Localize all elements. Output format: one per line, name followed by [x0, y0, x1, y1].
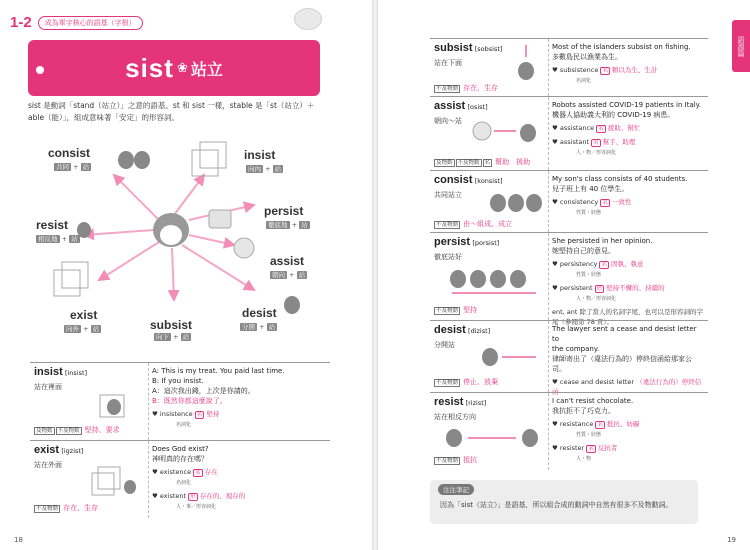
left-page	[0, 0, 372, 550]
diagram-word-assist: assist	[270, 254, 305, 268]
diagram-word-subsist: subsist	[150, 318, 193, 332]
entry-head: persist [porsist]	[434, 236, 500, 248]
entry-divider	[548, 233, 549, 320]
diagram-word-exist: exist	[70, 308, 98, 322]
entry-examples: The lawyer sent a cease and desist letter to the company. 律師寄出了（違法行為的）停終信函給那家公 司。 ♥ cease and desist letter （違法行為的）停終信函	[552, 324, 704, 397]
diagram-tag-consist: 共同 + 站	[56, 163, 90, 171]
entry-note: ♥ assistance 名 援助、幫忙	[552, 124, 641, 132]
diagram-word-desist: desist	[242, 306, 277, 320]
entry-examples: Most of the islanders subsist on fishing. 多數島民以漁業為生。 ♥ subsistence 名 賴以為生、生計 名詞化	[552, 42, 704, 86]
root-meaning: 站立	[190, 59, 223, 79]
entry-head: resist [rizist]	[434, 396, 487, 408]
entry-note: ♥ assistant 名 幫手、助理	[552, 138, 636, 146]
entry-note: ♥ insistence 名 堅持	[152, 410, 220, 418]
entry-head: assist [osist]	[434, 100, 488, 112]
entry-examples: Does God exist? 神明真的存在嗎？ ♥ existence 名 存在 名詞化 ♥ existent 形 存在的、現存的 人・事／形容詞化	[152, 444, 326, 512]
entry-note: ♥ existent 形 存在的、現存的	[152, 492, 246, 500]
resist-illustration	[440, 423, 544, 453]
assist-illustration	[470, 113, 544, 149]
page-number-right: 19	[727, 536, 736, 544]
mascot-dog-icon	[294, 8, 322, 30]
entry-note: ♥ consistency 名 一致性	[552, 198, 632, 206]
entry-gloss: 站在裡面	[34, 383, 62, 391]
entry-pos: 不及物動 存在、生存	[36, 504, 99, 512]
diagram-word-consist: consist	[48, 146, 91, 160]
section-title: 成為單字核心的語基（字根）	[38, 16, 143, 30]
entry-subsist	[430, 38, 708, 96]
entry-gloss: 站在外面	[34, 461, 62, 469]
entry-note: ♥ subsistence 名 賴以為生、生計	[552, 66, 658, 74]
intro-text: sist 是動詞「stand（站立）」之意的語基。st 和 sist 一樣，stable 是「st（站立）＋able（能）」，組成意味著「安定」的形容詞。	[28, 101, 315, 122]
entry-divider	[548, 321, 549, 392]
memo-box	[430, 480, 698, 524]
diagram-word-insist: insist	[244, 148, 276, 162]
side-tab: 語源篇	[732, 20, 750, 72]
entry-note: ♥ persistency 名 固執、執意	[552, 260, 644, 268]
entry-gloss: 分開站	[434, 341, 455, 349]
banner-dot-icon	[36, 66, 44, 74]
entry-divider	[548, 39, 549, 96]
entry-extra-note: ent, ant 除了當人的名詞字尾，也可以是形容詞的字尾（參閱第 78 頁）。	[552, 308, 704, 326]
entry-gloss: 站在下面	[434, 59, 462, 67]
diagram-tag-persist: 徹底地 + 站	[268, 221, 308, 229]
entry-gloss: 共同站立	[434, 191, 462, 199]
section-number: 1-2	[10, 14, 32, 31]
exist-illustration	[88, 465, 138, 499]
entry-note: ♥ resistance 名 抵抗、妨礙	[552, 420, 640, 428]
word-diagram	[14, 130, 354, 340]
entry-divider	[548, 171, 549, 232]
root-banner	[28, 40, 320, 96]
entry-desist	[430, 320, 708, 396]
entry-gloss: 徹底站好	[434, 253, 462, 261]
entry-gloss: 朝向〜站	[434, 117, 462, 125]
entry-examples: A: This is my treat. You paid last time. B: If you insist. A：這次我出錢，上次是你請的。 B：既然你都這麼說了。 ♥ insistence 名 堅持 名詞化	[152, 366, 326, 430]
entry-exist	[30, 440, 330, 518]
entry-assist	[430, 96, 708, 170]
entry-pos: 不及物動 抵抗	[436, 456, 478, 464]
entry-head: exist [igzist]	[34, 444, 84, 456]
entry-pos: 不及物動 堅持	[436, 306, 478, 314]
entry-note: ♥ cease and desist letter （違法行為的）停終信函	[552, 378, 702, 396]
diagram-tag-desist: 分開 + 站	[242, 323, 276, 331]
diagram-tag-resist: 相反地 + 站	[38, 235, 78, 243]
entry-pos: 不及物動 停止、放棄	[436, 378, 499, 386]
section-header	[10, 14, 143, 31]
diagram-word-resist: resist	[36, 218, 69, 232]
entry-consist	[430, 170, 708, 232]
insist-illustration	[94, 387, 138, 419]
diagram-tag-assist: 朝向 + 站	[272, 271, 306, 279]
entry-resist	[430, 392, 708, 470]
entry-head: consist [konsist]	[434, 174, 503, 186]
entry-head: subsist [sobsist]	[434, 42, 503, 54]
entry-divider	[148, 441, 149, 518]
entry-note: ♥ persistent 形 堅持不懈的、持續的	[552, 284, 665, 292]
memo-label: 注注筆記	[438, 484, 474, 495]
diagram-tag-subsist: 向下 + 站	[156, 333, 190, 341]
page-number-left: 18	[14, 536, 23, 544]
entry-head: desist [dizist]	[434, 324, 491, 336]
entry-pos: 及物動 不及物動 堅持、要求	[36, 426, 120, 434]
diagram-word-persist: persist	[264, 204, 304, 218]
diagram-tag-insist: 向內 + 站	[248, 165, 282, 173]
entry-examples: Robots assisted COVID-19 patients in Italy. 機器人協助義大利的 COVID-19 病患。 ♥ assistance 名 援助、幫忙 ♥ assistant 名 幫手、助理 人・物／形容詞化	[552, 100, 704, 158]
entry-head: insist [insist]	[34, 366, 88, 378]
root-word: sist	[125, 52, 174, 83]
subsist-illustration	[508, 43, 544, 85]
entry-divider	[548, 97, 549, 170]
entry-persist	[430, 232, 708, 326]
entry-pos: 及物動 不及物動 名 幫助 援助	[436, 158, 531, 166]
entry-note: ♥ resister 名 反抗者	[552, 444, 618, 452]
entry-divider	[548, 393, 549, 470]
entry-note: ♥ existence 名 存在	[152, 468, 218, 476]
entry-pos: 不及物動 由～組成、成立	[436, 220, 513, 228]
desist-illustration	[470, 337, 544, 373]
entry-gloss: 站在相反方向	[434, 413, 476, 421]
entry-pos: 不及物動 存在、生存	[436, 84, 499, 92]
diagram-tag-exist: 向外 + 站	[66, 325, 100, 333]
persist-illustration	[444, 263, 544, 297]
entry-insist	[30, 362, 330, 440]
entry-examples: She persisted in her opinion. 她堅持自己的意見。 ♥ persistency 名 固執、執意 性質・狀態 ♥ persistent 形 堅持不懈的、持續的 人・物／形容詞化 ent, ant 除了當人的名詞字尾，也可以是形容詞的字尾（參閱第 78 頁）。	[552, 237, 704, 326]
entry-examples: I can't resist chocolate. 我抗拒不了巧克力。 ♥ resistance 名 抵抗、妨礙 性質・狀態 ♥ resister 名 反抗者 人・物	[552, 396, 704, 464]
consist-illustration	[484, 187, 544, 217]
right-page	[378, 0, 750, 550]
paw-icon: ❀	[176, 60, 188, 76]
entry-examples: My son's class consists of 40 students. 兒子班上有 40 位學生。 ♥ consistency 名 一致性 性質・狀態	[552, 174, 704, 218]
memo-text: 因為「sist（站立）」是語基，所以組合成的動詞中自然有很多不及物動詞。	[440, 501, 673, 509]
entry-divider	[148, 363, 149, 440]
